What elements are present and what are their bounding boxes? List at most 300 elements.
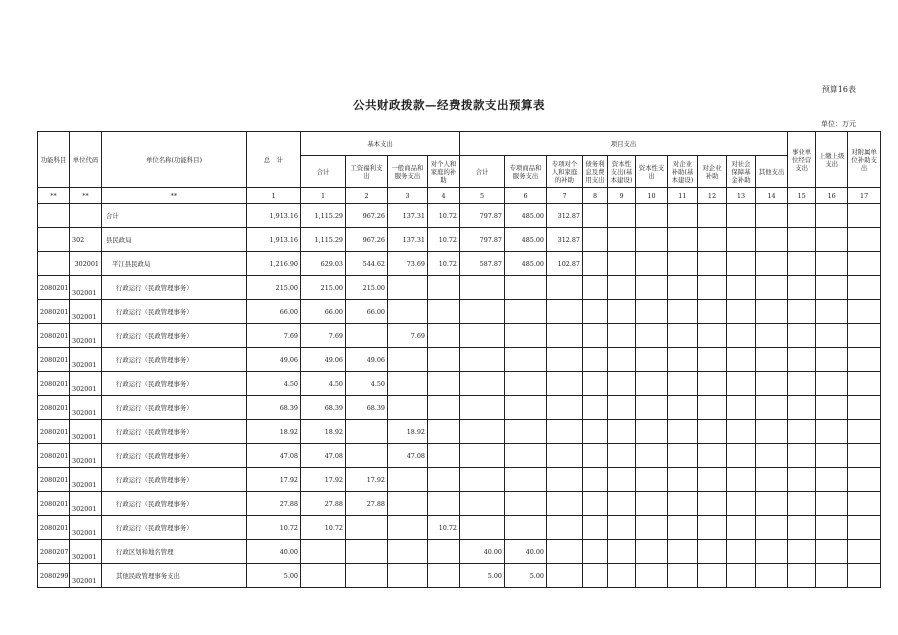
amount-cell bbox=[636, 228, 668, 252]
amount-cell bbox=[756, 396, 788, 420]
amount-cell bbox=[756, 564, 788, 588]
amount-cell bbox=[848, 252, 881, 276]
amount-cell bbox=[346, 540, 388, 564]
amount-cell: 1,913.16 bbox=[247, 228, 301, 252]
header-total: 总 计 bbox=[247, 132, 301, 188]
header-project-col: 债务利息及费用支出 bbox=[583, 156, 608, 188]
amount-cell bbox=[505, 492, 547, 516]
func-code-cell: 2080201 bbox=[38, 348, 70, 372]
amount-cell: 7.69 bbox=[247, 324, 301, 348]
amount-cell bbox=[788, 396, 816, 420]
amount-cell: 18.92 bbox=[247, 420, 301, 444]
amount-cell bbox=[608, 420, 636, 444]
amount-cell bbox=[583, 564, 608, 588]
amount-cell: 485.00 bbox=[505, 252, 547, 276]
amount-cell: 18.92 bbox=[301, 420, 346, 444]
unit-name-cell: 合计 bbox=[102, 204, 247, 228]
amount-cell bbox=[505, 348, 547, 372]
amount-cell bbox=[636, 564, 668, 588]
amount-cell: 312.87 bbox=[547, 204, 583, 228]
unit-code-cell: 302001 bbox=[70, 468, 102, 492]
index-cell: 1 bbox=[301, 188, 346, 204]
amount-cell bbox=[608, 300, 636, 324]
header-project-col: 专项对个人和家庭的补助 bbox=[547, 156, 583, 188]
amount-cell: 544.62 bbox=[346, 252, 388, 276]
amount-cell bbox=[608, 492, 636, 516]
amount-cell bbox=[816, 516, 848, 540]
unit-label: 单位：万元 bbox=[821, 120, 856, 128]
index-cell: 8 bbox=[583, 188, 608, 204]
amount-cell bbox=[460, 444, 505, 468]
index-cell: 9 bbox=[608, 188, 636, 204]
unit-code-cell: 302001 bbox=[70, 540, 102, 564]
amount-cell bbox=[788, 420, 816, 444]
amount-cell bbox=[505, 420, 547, 444]
table-row bbox=[38, 372, 881, 396]
func-code-cell: 2080201 bbox=[38, 300, 70, 324]
amount-cell bbox=[636, 516, 668, 540]
amount-cell: 27.88 bbox=[346, 492, 388, 516]
amount-cell bbox=[788, 276, 816, 300]
table-row bbox=[38, 348, 881, 372]
amount-cell bbox=[428, 348, 460, 372]
amount-cell: 27.88 bbox=[247, 492, 301, 516]
table-row bbox=[38, 276, 881, 300]
table-row bbox=[38, 468, 881, 492]
amount-cell bbox=[816, 348, 848, 372]
amount-cell bbox=[346, 564, 388, 588]
amount-cell bbox=[756, 204, 788, 228]
unit-code-cell: 302001 bbox=[70, 492, 102, 516]
amount-cell bbox=[668, 228, 698, 252]
amount-cell bbox=[583, 420, 608, 444]
amount-cell bbox=[547, 516, 583, 540]
amount-cell bbox=[727, 396, 756, 420]
amount-cell bbox=[388, 564, 428, 588]
index-cell: 1 bbox=[247, 188, 301, 204]
amount-cell: 73.69 bbox=[388, 252, 428, 276]
amount-cell bbox=[668, 300, 698, 324]
amount-cell bbox=[698, 276, 727, 300]
amount-cell bbox=[698, 228, 727, 252]
amount-cell bbox=[608, 276, 636, 300]
amount-cell bbox=[698, 372, 727, 396]
amount-cell bbox=[608, 228, 636, 252]
unit-name-cell: 行政运行（民政管理事务） bbox=[102, 468, 247, 492]
index-cell: 16 bbox=[816, 188, 848, 204]
unit-code-cell: 302001 bbox=[70, 372, 102, 396]
amount-cell bbox=[636, 348, 668, 372]
amount-cell bbox=[547, 324, 583, 348]
amount-cell bbox=[428, 420, 460, 444]
func-code-cell bbox=[38, 204, 70, 228]
amount-cell bbox=[788, 540, 816, 564]
amount-cell bbox=[816, 372, 848, 396]
amount-cell bbox=[668, 516, 698, 540]
index-cell: 3 bbox=[388, 188, 428, 204]
amount-cell: 587.87 bbox=[460, 252, 505, 276]
amount-cell bbox=[346, 444, 388, 468]
index-cell: 4 bbox=[428, 188, 460, 204]
amount-cell bbox=[428, 444, 460, 468]
amount-cell bbox=[388, 516, 428, 540]
amount-cell: 66.00 bbox=[247, 300, 301, 324]
amount-cell bbox=[547, 300, 583, 324]
amount-cell bbox=[727, 540, 756, 564]
index-cell: 7 bbox=[547, 188, 583, 204]
amount-cell: 967.26 bbox=[346, 204, 388, 228]
amount-cell bbox=[608, 444, 636, 468]
amount-cell bbox=[608, 540, 636, 564]
amount-cell bbox=[848, 372, 881, 396]
index-row bbox=[38, 188, 881, 204]
amount-cell: 40.00 bbox=[460, 540, 505, 564]
table-row bbox=[38, 540, 881, 564]
amount-cell bbox=[505, 300, 547, 324]
header-project-col: 资本性支出(基本建设) bbox=[608, 156, 636, 188]
amount-cell bbox=[756, 252, 788, 276]
amount-cell: 17.92 bbox=[346, 468, 388, 492]
amount-cell bbox=[668, 396, 698, 420]
amount-cell: 215.00 bbox=[346, 276, 388, 300]
amount-cell bbox=[816, 492, 848, 516]
unit-name-cell: 行政运行（民政管理事务） bbox=[102, 300, 247, 324]
amount-cell: 797.87 bbox=[460, 228, 505, 252]
amount-cell bbox=[698, 444, 727, 468]
func-code-cell: 2080201 bbox=[38, 372, 70, 396]
amount-cell bbox=[583, 468, 608, 492]
amount-cell bbox=[788, 324, 816, 348]
amount-cell: 40.00 bbox=[247, 540, 301, 564]
amount-cell bbox=[547, 492, 583, 516]
amount-cell bbox=[698, 324, 727, 348]
amount-cell bbox=[816, 324, 848, 348]
amount-cell: 7.69 bbox=[301, 324, 346, 348]
table-row bbox=[38, 300, 881, 324]
unit-code-cell: 302001 bbox=[70, 276, 102, 300]
amount-cell bbox=[848, 564, 881, 588]
amount-cell: 137.31 bbox=[388, 228, 428, 252]
amount-cell bbox=[756, 228, 788, 252]
amount-cell bbox=[636, 252, 668, 276]
amount-cell: 102.87 bbox=[547, 252, 583, 276]
amount-cell bbox=[583, 228, 608, 252]
amount-cell bbox=[346, 420, 388, 444]
table-row bbox=[38, 492, 881, 516]
table-row bbox=[38, 420, 881, 444]
amount-cell bbox=[608, 204, 636, 228]
amount-cell bbox=[816, 204, 848, 228]
amount-cell bbox=[636, 276, 668, 300]
table-row bbox=[38, 516, 881, 540]
header-project: 项目支出 bbox=[460, 132, 788, 156]
amount-cell: 7.69 bbox=[388, 324, 428, 348]
header-unit-code: 单位代码 bbox=[70, 132, 102, 188]
amount-cell: 629.03 bbox=[301, 252, 346, 276]
amount-cell bbox=[698, 468, 727, 492]
amount-cell bbox=[583, 492, 608, 516]
amount-cell: 47.08 bbox=[247, 444, 301, 468]
amount-cell: 10.72 bbox=[428, 204, 460, 228]
amount-cell bbox=[346, 516, 388, 540]
amount-cell: 49.06 bbox=[247, 348, 301, 372]
unit-code-cell: 302001 bbox=[70, 348, 102, 372]
amount-cell: 4.50 bbox=[346, 372, 388, 396]
amount-cell: 137.31 bbox=[388, 204, 428, 228]
index-cell: 15 bbox=[788, 188, 816, 204]
header-basic-col: 工资福利支出 bbox=[346, 156, 388, 188]
func-code-cell: 2080201 bbox=[38, 396, 70, 420]
func-code-cell: 2080201 bbox=[38, 324, 70, 348]
amount-cell bbox=[583, 324, 608, 348]
index-cell: 17 bbox=[848, 188, 881, 204]
amount-cell bbox=[583, 348, 608, 372]
amount-cell bbox=[788, 516, 816, 540]
unit-name-cell: 行政运行（民政管理事务） bbox=[102, 348, 247, 372]
amount-cell bbox=[608, 396, 636, 420]
amount-cell bbox=[460, 420, 505, 444]
amount-cell bbox=[505, 468, 547, 492]
amount-cell: 27.88 bbox=[301, 492, 346, 516]
index-cell: ** bbox=[102, 188, 247, 204]
amount-cell bbox=[636, 204, 668, 228]
amount-cell bbox=[816, 276, 848, 300]
amount-cell bbox=[816, 300, 848, 324]
amount-cell bbox=[636, 492, 668, 516]
amount-cell bbox=[583, 444, 608, 468]
budget-table bbox=[37, 131, 881, 588]
amount-cell bbox=[636, 396, 668, 420]
amount-cell bbox=[668, 204, 698, 228]
amount-cell bbox=[583, 372, 608, 396]
unit-code-cell: 302 bbox=[70, 228, 102, 252]
amount-cell bbox=[428, 276, 460, 300]
amount-cell bbox=[668, 492, 698, 516]
index-cell: 10 bbox=[636, 188, 668, 204]
table-row bbox=[38, 204, 881, 228]
amount-cell bbox=[388, 396, 428, 420]
amount-cell bbox=[388, 276, 428, 300]
amount-cell bbox=[788, 468, 816, 492]
unit-name-cell: 行政运行（民政管理事务） bbox=[102, 276, 247, 300]
unit-name-cell: 行政运行（民政管理事务） bbox=[102, 324, 247, 348]
unit-code-cell: 302001 bbox=[70, 444, 102, 468]
amount-cell bbox=[668, 564, 698, 588]
unit-name-cell: 行政运行（民政管理事务） bbox=[102, 444, 247, 468]
amount-cell: 10.72 bbox=[428, 516, 460, 540]
amount-cell bbox=[788, 300, 816, 324]
amount-cell bbox=[428, 372, 460, 396]
index-cell: ** bbox=[70, 188, 102, 204]
table-row bbox=[38, 324, 881, 348]
amount-cell bbox=[301, 564, 346, 588]
amount-cell bbox=[727, 492, 756, 516]
amount-cell: 1,913.16 bbox=[247, 204, 301, 228]
header-other-col: 对附属单位补助支出 bbox=[848, 132, 881, 188]
amount-cell bbox=[788, 372, 816, 396]
amount-cell bbox=[547, 468, 583, 492]
unit-code-cell: 302001 bbox=[70, 396, 102, 420]
amount-cell bbox=[388, 540, 428, 564]
amount-cell bbox=[756, 324, 788, 348]
index-cell: 2 bbox=[346, 188, 388, 204]
amount-cell bbox=[727, 564, 756, 588]
header-project-col: 对企业补助 bbox=[698, 156, 727, 188]
amount-cell: 10.72 bbox=[301, 516, 346, 540]
amount-cell bbox=[547, 420, 583, 444]
amount-cell bbox=[756, 300, 788, 324]
amount-cell: 1,115.29 bbox=[301, 204, 346, 228]
amount-cell: 4.50 bbox=[301, 372, 346, 396]
amount-cell bbox=[848, 204, 881, 228]
amount-cell bbox=[668, 468, 698, 492]
header-other-col: 事业单位经营支出 bbox=[788, 132, 816, 188]
amount-cell bbox=[505, 516, 547, 540]
amount-cell: 66.00 bbox=[346, 300, 388, 324]
amount-cell bbox=[636, 300, 668, 324]
amount-cell bbox=[388, 468, 428, 492]
amount-cell bbox=[428, 564, 460, 588]
unit-name-cell: 行政区划和地名管理 bbox=[102, 540, 247, 564]
amount-cell bbox=[505, 276, 547, 300]
amount-cell bbox=[848, 276, 881, 300]
amount-cell bbox=[756, 468, 788, 492]
index-cell: 5 bbox=[460, 188, 505, 204]
amount-cell: 215.00 bbox=[247, 276, 301, 300]
amount-cell bbox=[848, 516, 881, 540]
header-project-col: 合计 bbox=[460, 156, 505, 188]
amount-cell: 312.87 bbox=[547, 228, 583, 252]
amount-cell: 17.92 bbox=[247, 468, 301, 492]
unit-name-cell: 平江县民政局 bbox=[102, 252, 247, 276]
amount-cell: 47.08 bbox=[301, 444, 346, 468]
amount-cell bbox=[505, 396, 547, 420]
amount-cell bbox=[668, 372, 698, 396]
amount-cell: 1,216.90 bbox=[247, 252, 301, 276]
amount-cell bbox=[428, 468, 460, 492]
amount-cell: 68.39 bbox=[346, 396, 388, 420]
amount-cell bbox=[547, 276, 583, 300]
amount-cell bbox=[608, 564, 636, 588]
amount-cell: 5.00 bbox=[247, 564, 301, 588]
index-cell: 12 bbox=[698, 188, 727, 204]
amount-cell bbox=[608, 468, 636, 492]
func-code-cell: 2080201 bbox=[38, 468, 70, 492]
amount-cell bbox=[848, 396, 881, 420]
unit-code-cell: 302001 bbox=[70, 324, 102, 348]
amount-cell bbox=[301, 540, 346, 564]
amount-cell: 47.08 bbox=[388, 444, 428, 468]
amount-cell bbox=[788, 252, 816, 276]
amount-cell bbox=[756, 420, 788, 444]
amount-cell bbox=[816, 396, 848, 420]
unit-code-cell: 302001 bbox=[70, 420, 102, 444]
amount-cell bbox=[756, 540, 788, 564]
amount-cell bbox=[788, 348, 816, 372]
amount-cell bbox=[428, 492, 460, 516]
amount-cell bbox=[756, 516, 788, 540]
amount-cell bbox=[756, 492, 788, 516]
amount-cell bbox=[460, 468, 505, 492]
amount-cell bbox=[460, 372, 505, 396]
amount-cell bbox=[816, 564, 848, 588]
unit-name-cell: 行政运行（民政管理事务） bbox=[102, 492, 247, 516]
amount-cell bbox=[788, 444, 816, 468]
amount-cell: 4.50 bbox=[247, 372, 301, 396]
amount-cell bbox=[727, 324, 756, 348]
amount-cell: 485.00 bbox=[505, 204, 547, 228]
header-project-col: 对企业补助(基本建设) bbox=[668, 156, 698, 188]
amount-cell bbox=[583, 516, 608, 540]
amount-cell bbox=[698, 396, 727, 420]
amount-cell bbox=[460, 492, 505, 516]
func-code-cell: 2080299 bbox=[38, 564, 70, 588]
amount-cell bbox=[698, 252, 727, 276]
amount-cell bbox=[388, 348, 428, 372]
amount-cell: 68.39 bbox=[301, 396, 346, 420]
amount-cell bbox=[756, 372, 788, 396]
amount-cell bbox=[816, 252, 848, 276]
amount-cell bbox=[583, 252, 608, 276]
header-project-col: 资本性支出 bbox=[636, 156, 668, 188]
amount-cell: 5.00 bbox=[460, 564, 505, 588]
amount-cell bbox=[428, 324, 460, 348]
func-code-cell: 2080201 bbox=[38, 492, 70, 516]
amount-cell bbox=[636, 324, 668, 348]
amount-cell bbox=[547, 348, 583, 372]
amount-cell bbox=[636, 468, 668, 492]
table-row bbox=[38, 228, 881, 252]
unit-name-cell: 行政运行（民政管理事务） bbox=[102, 516, 247, 540]
amount-cell bbox=[816, 540, 848, 564]
amount-cell: 10.72 bbox=[428, 228, 460, 252]
unit-code-cell: 302001 bbox=[70, 564, 102, 588]
header-basic: 基本支出 bbox=[301, 132, 460, 156]
amount-cell bbox=[788, 492, 816, 516]
amount-cell bbox=[547, 540, 583, 564]
amount-cell bbox=[727, 276, 756, 300]
amount-cell bbox=[668, 420, 698, 444]
header-basic-col: 一般商品和服务支出 bbox=[388, 156, 428, 188]
amount-cell bbox=[727, 252, 756, 276]
amount-cell bbox=[428, 396, 460, 420]
index-cell: 6 bbox=[505, 188, 547, 204]
header-project-col: 对社会保障基金补助 bbox=[727, 156, 756, 188]
unit-code-cell: 302001 bbox=[70, 516, 102, 540]
amount-cell bbox=[698, 420, 727, 444]
amount-cell bbox=[583, 276, 608, 300]
func-code-cell: 2080201 bbox=[38, 420, 70, 444]
amount-cell bbox=[388, 372, 428, 396]
amount-cell bbox=[756, 444, 788, 468]
unit-code-cell bbox=[70, 204, 102, 228]
amount-cell bbox=[788, 564, 816, 588]
unit-name-cell: 行政运行（民政管理事务） bbox=[102, 396, 247, 420]
amount-cell bbox=[505, 444, 547, 468]
amount-cell bbox=[848, 300, 881, 324]
amount-cell bbox=[636, 540, 668, 564]
index-cell: 11 bbox=[668, 188, 698, 204]
amount-cell: 10.72 bbox=[428, 252, 460, 276]
amount-cell bbox=[460, 516, 505, 540]
amount-cell: 1,115.29 bbox=[301, 228, 346, 252]
amount-cell bbox=[848, 444, 881, 468]
amount-cell: 68.39 bbox=[247, 396, 301, 420]
amount-cell bbox=[636, 420, 668, 444]
amount-cell bbox=[848, 492, 881, 516]
amount-cell bbox=[848, 468, 881, 492]
header-func-code: 功能科目 bbox=[38, 132, 70, 188]
